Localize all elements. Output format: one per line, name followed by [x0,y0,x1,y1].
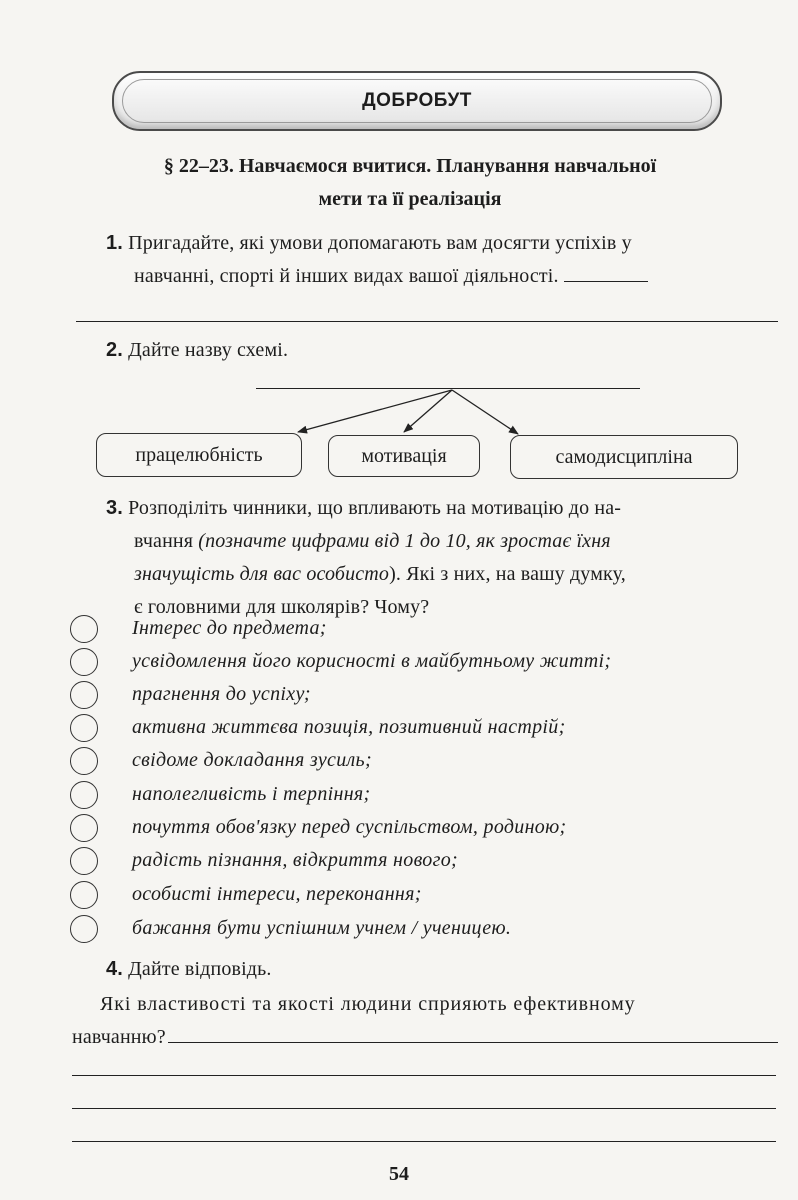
factor-label: Інтерес до предмета; [132,617,327,639]
scheme-box-motivation [328,435,480,477]
task-4-answer-line-2[interactable] [72,1075,776,1076]
task-3-line-2 [106,525,786,558]
task-4-answer-line-4[interactable] [72,1141,776,1142]
rank-circle-input[interactable] [70,915,98,943]
task-3-text-line-4: є головними для школярів? Чому? [134,596,430,618]
task-3 [106,492,786,624]
task-3-line-3 [106,558,786,591]
task-4-answer-blank[interactable] [168,1042,778,1043]
factor-label: прагнення до успіху; [132,683,311,705]
task-3-text-line-3b: ). Які з них, на вашу думку, [389,563,626,585]
task-3-number: 3. [106,497,123,519]
task-3-text-line-1: Розподіліть чинники, що впливають на мотивацію до на- [128,497,622,519]
banner-title: ДОБРОБУТ [362,90,472,111]
task-3-text-line-2a: вчання [134,530,199,552]
task-1-number: 1. [106,232,123,254]
task-1-text-line-1: Пригадайте, які умови допомагають вам досягти успіхів у [128,232,632,254]
factor-item-9 [70,878,770,911]
rank-circle-input[interactable] [70,747,98,775]
section-title-line-2: мети та її реалізація [318,188,502,210]
task-2-text: Дайте назву схемі. [128,339,289,361]
rank-circle-input[interactable] [70,681,98,709]
task-4-number: 4. [106,958,123,980]
scheme-arrow-right [452,390,518,434]
factor-item-3 [70,678,770,711]
factor-label: активна життєва позиція, позитивний настрій; [132,716,566,738]
factor-item-4 [70,711,770,744]
scheme-box-motivation-label: мотивація [361,444,447,467]
rank-circle-input[interactable] [70,714,98,742]
factor-label: бажання бути успішним учнем / ученицею. [132,917,512,939]
task-4 [106,953,786,986]
scheme-box-self-discipline-label: самодисципліна [555,445,693,468]
task-3-text-line-2b: (позначте цифрами від 1 до 10, як зростає їхня [198,530,611,552]
task-1-text-line-2: навчанні, спорті й інших видах вашої діяльності. [134,265,559,287]
page-number: 54 [389,1163,409,1185]
rank-circle-input[interactable] [70,881,98,909]
factor-item-6 [70,778,770,811]
factor-label: особисті інтереси, переконання; [132,883,422,905]
scheme-box-diligence-label: працелюбність [135,443,263,466]
rank-circle-input[interactable] [70,781,98,809]
section-title-line-1: § 22–23. Навчаємося вчитися. Планування навчальної [163,155,657,177]
factor-item-1 [70,612,770,645]
scheme-arrows [0,0,798,470]
scheme-box-self-discipline [510,435,738,479]
task-4-question-text-1: Які властивості та якості людини сприяють ефективному [100,993,636,1015]
task-3-line-1 [106,492,786,525]
scheme-box-diligence [96,433,302,477]
task-4-question-line-1 [100,988,780,1021]
factor-item-7 [70,811,770,844]
task-3-text-line-3a: значущість для вас особисто [134,563,390,585]
task-4-question-text-2: навчанню? [72,1026,166,1048]
factor-item-5 [70,744,770,777]
task-4-answer-line-3[interactable] [72,1108,776,1109]
factor-label: почуття обов'язку перед суспільством, родиною; [132,816,567,838]
rank-circle-input[interactable] [70,814,98,842]
factor-label: свідоме докладання зусиль; [132,749,372,771]
task-2-number: 2. [106,339,123,361]
factor-item-10 [70,912,770,945]
factor-item-8 [70,844,770,877]
factor-label: наполегливість і терпіння; [132,783,371,805]
rank-circle-input[interactable] [70,847,98,875]
task-4-text: Дайте відповідь. [128,958,272,980]
task-4-question-line-2 [72,1021,778,1054]
rank-circle-input[interactable] [70,615,98,643]
factor-label: радість пізнання, відкриття нового; [132,849,458,871]
rank-circle-input[interactable] [70,648,98,676]
factor-item-2 [70,645,770,678]
factor-label: усвідомлення його корисності в майбутньому житті; [132,650,612,672]
